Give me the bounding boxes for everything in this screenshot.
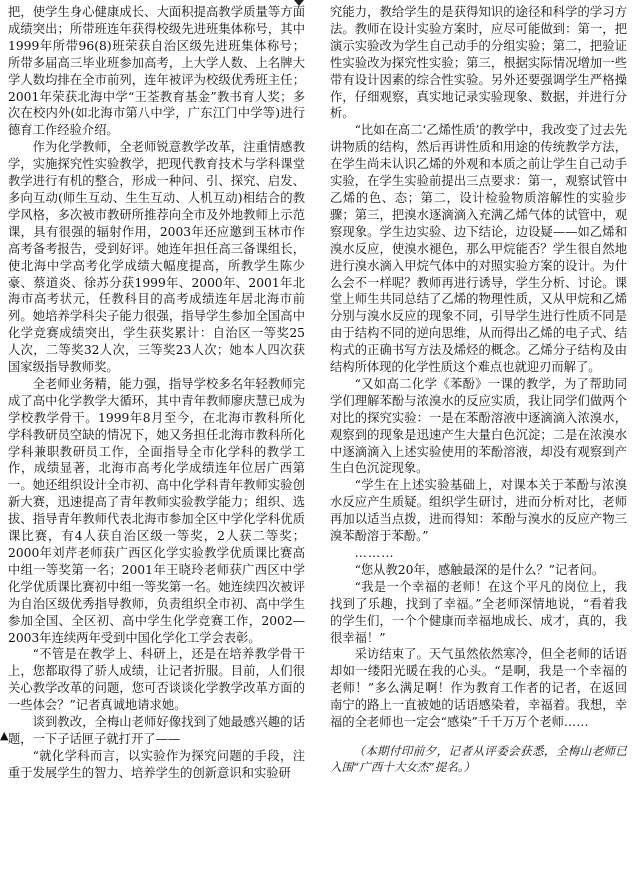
paragraph: 谈到教改，全梅山老师好像找到了她最感兴趣的话题，一下子话匣子就打开了—— xyxy=(8,715,305,746)
paragraph: “您从教20年，感触最深的是什么？”记者问。 xyxy=(354,562,605,577)
editor-note: （本期付印前夕，记者从评委会获悉，全梅山老师已入围“广西十大女杰”提名。） xyxy=(330,743,627,774)
paragraph: 采访结束了。天气虽然依然寒冷，但全老师的话语却如一缕阳光暖在我的心头。“是啊，我是一个幸福的老师！”多么满足啊！作为教育工作者的记者，在返回南宁的路上一直被她的话语感染着，幸福着。我想，幸福的全老师也一定会“感染”千千万万个老师…… xyxy=(330,647,627,730)
paragraph: “我是一个幸福的老师！在这个平凡的岗位上，我找到了乐趣，找到了幸福。”全老师深情地说，“看着我的学生们，一个个健康而幸福地成长、成才，真的，我很幸福！” xyxy=(330,579,627,645)
paragraph: 全老师业务精，能力强，指导学校多名年轻教师完成了高中化学教学大循环，其中青年教师廖庆慧已成为学校教学骨干。1999年8月至今，在北海市教科所化学科教研员空缺的情况下，她又务担任北海市教科所化学科兼职教研员工作，全面指导全市化学科的教学工作，成绩显著，北海市高考化学成绩连年位居广西第一。她还组织设计全市初、高中化学科青年教师实验创新大赛，迅速提高了青年教师实验教学能力；组织、选拔、指导青年教师代表北海市参加全区中学化学科优质课比赛，有4人获自治区级一等奖，2人获二等奖；2000年刘芹老师获广西区化学实验教学优质课比赛高中组一等奖第一名；2001年王晓玲老师获广西区中学化学优质课比赛初中组一等奖第一名。她连续四次被评为自治区级优秀指导教师，负责组织全市初、高中学生参加全国、全区初、高中学生化学竞赛工作，2002—2003年连续两年受到中国化学化工学会表彰。 xyxy=(8,376,305,645)
triangle-marker-icon: ▲ xyxy=(0,729,9,742)
paragraph: 把，使学生身心健康成长、大面积提高教学质量等方面成绩突出；所带班连年获得校级先进班集体称号，其中1999年所带96(8)班荣获自治区级先进班集体称号；所带多届高三毕业班参加高考，上大学人数、上名牌大学人数均排在全市前列，连年被评为校级优秀班主任；2001年荣获北海中学“王荃教育基金”教书育人奖；多次在校内外(如北海市第八中学，广东江门中学等)进行德育工作经验介绍。 xyxy=(8,5,305,138)
paragraph: 究能力，教给学生的是获得知识的途径和科学的学习方法。教师在设计实验方案时，应尽可能做到：第一，把演示实验改为学生自己动手的分组实验；第二，把验证性实验改为探究性实验；第三，根据实际情况增加一些带有设计因素的综合性实验。另外还要强调学生严格操作，仔细观察，真实地记录实验现象、数据，并进行分析。 xyxy=(330,5,627,121)
paragraph: “不管是在教学上、科研上，还是在培养教学骨干上，您都取得了骄人成绩，让记者折服。目前，人们很关心教学改革的问题，您可否谈谈化学教学改革方面的一些体会？”记者真诚地请求她。 xyxy=(8,647,305,713)
paragraph: “比如在高二‘乙烯性质’的教学中，我改变了过去先讲物质的结构，然后再讲性质和用途的传统教学方法，在学生尚未认识乙烯的外观和本质之前让学生自己动手实验，在学生实验前提出三点要求：第一，观察试管中乙烯的色、态；第二，设计检验物质溶解性的实验步骤；第三，把溴水逐滴滴入充满乙烯气体的试管中，观察现象。学生边实验、边下结论，边设疑——如乙烯和溴水反应，使溴水褪色，那么甲烷能否？学生很自然地进行溴水滴入甲烷气体中的对照实验方案的设计。为什么会不一样呢？教师再进行诱导，学生分析、讨论。课堂上师生共同总结了乙烯的物理性质，又从甲烷和乙烯分别与溴水反应的现象不同，引导学生进行性质不同是由于结构不同的逆向思维，从而得出乙烯的电子式、结构式的正确书写方法及烯烃的概念。乙烯分子结构及由结构所体现的化学性质这个难点也就迎刃而解了。 xyxy=(330,123,627,375)
paragraph: “又如高二化学《苯酚》一课的教学，为了帮助同学们理解苯酚与浓溴水的反应实质，我让同学们做两个对比的探究实验：一是在苯酚溶液中逐滴滴入浓溴水，观察到的现象是迅速产生大量白色沉淀；二是在浓溴水中逐滴滴入上述实验使用的苯酚溶液，却没有观察到产生白色沉淀现象。 xyxy=(330,376,627,476)
paragraph: “就化学科而言，以实验作为探究问题的手段，注重于发展学生的智力、培养学生的创新意识和实验研 xyxy=(8,748,305,780)
article-column-right xyxy=(330,4,627,775)
ellipsis-separator: ……… xyxy=(354,546,395,560)
article-column-left xyxy=(8,4,305,782)
paragraph: 作为化学教师，全老师锐意教学改革，注重情感教学，实施探究性实验教学，把现代教育技术与学科课堂教学进行有机的整合，形成一种问、引、探究、启发、多向互动(师生互动、生生互动、人机互动)相结合的教学风格，多次被市教研所推荐向全市及外地教师上示范课，具有很强的辐射作用，2003年还应邀到玉林市作高考备考报告，受到好评。她连年担任高三备课组长，使北海中学高考化学成绩大幅度提高，所教学生陈少豪、蔡道炎、徐苏分获1999年、2000年、2001年北海市高考状元，任教科目的高考成绩连年居北海市前列。她培养学科尖子能力很强，指导学生参加全国高中化学竞赛成绩突出，学生获奖累计：自治区一等奖25人次，二等奖32人次，三等奖23人次；她本人四次获国家级指导教师奖。 xyxy=(8,140,305,375)
paragraph: “学生在上述实验基础上，对课本关于苯酚与浓溴水反应产生质疑。组织学生研讨，进而分析对比，老师再加以适当点拨，进而得知：苯酚与溴水的反应产物三溴苯酚溶于苯酚。” xyxy=(330,478,627,544)
